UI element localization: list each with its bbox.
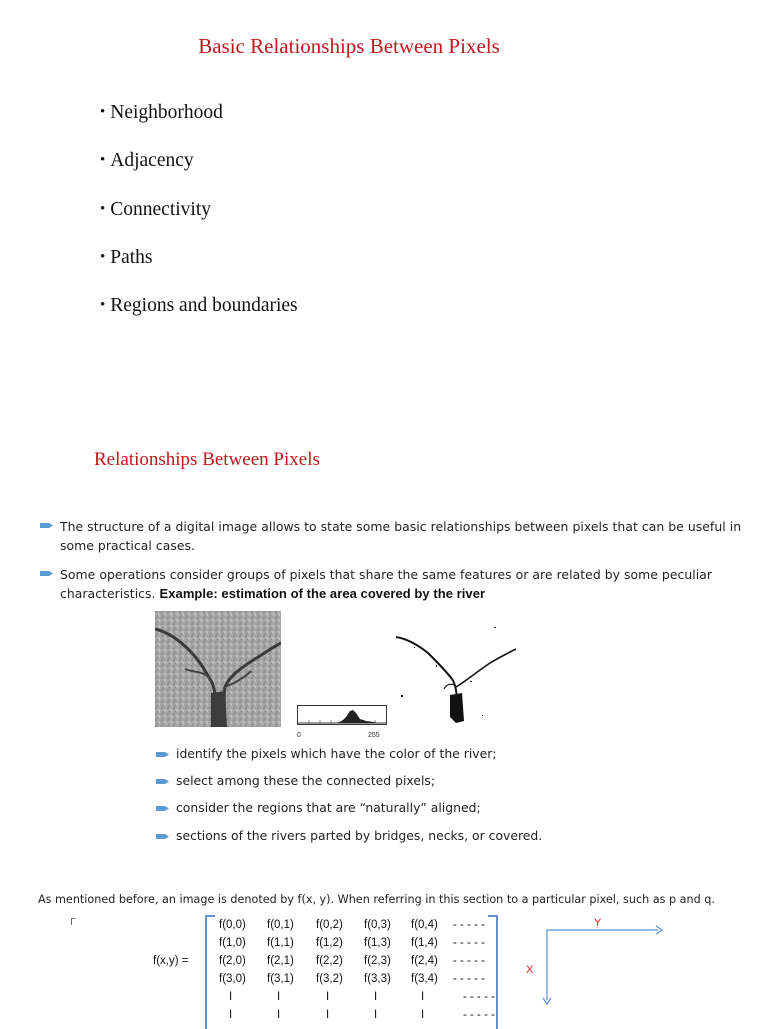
axis-y-label: Y (594, 917, 602, 929)
matrix-cell: f(2,4) (411, 955, 438, 967)
list-item (100, 199, 298, 247)
corner-mark: Γ (70, 917, 76, 928)
matrix-cell: f(2,3) (364, 955, 391, 967)
matrix-row (219, 937, 485, 949)
binary-river-image (396, 625, 516, 729)
list-item (100, 247, 298, 295)
histogram-chart (297, 705, 387, 725)
matrix-cell: I (421, 991, 425, 1003)
histogram-min-label: 0 (297, 732, 301, 739)
list-item: consider the regions that are “naturally” aligned; (176, 800, 481, 815)
matrix-cell: I (326, 1009, 330, 1021)
matrix-cell: f(3,2) (316, 973, 343, 985)
matrix-cell: f(2,1) (267, 955, 294, 967)
matrix-ellipsis: - - - - - (453, 973, 485, 985)
matrix-cell: I (374, 1009, 378, 1021)
list-item: sections of the rivers parted by bridges, necks, or covered. (176, 828, 543, 843)
example-label: Example: estimation of the area covered by the river (159, 586, 486, 601)
list-item: select among these the connected pixels; (176, 773, 436, 788)
list-item (100, 295, 298, 343)
matrix-cell: I (421, 1009, 425, 1021)
arrow-bullet-icon (156, 778, 170, 785)
matrix-ellipsis: - - - - - (463, 991, 495, 1003)
bullet-text: Connectivity (110, 198, 212, 220)
matrix-cell: f(1,4) (411, 937, 438, 949)
matrix-ellipsis: - - - - - (453, 955, 485, 967)
satellite-river-image (155, 611, 281, 727)
arrow-bullet-icon (156, 805, 170, 812)
histogram-max-label: 255 (368, 732, 380, 739)
matrix-cell: I (229, 991, 233, 1003)
matrix-cell: f(1,2) (316, 937, 343, 949)
arrow-bullet-icon (40, 522, 54, 529)
arrow-bullet-icon (156, 833, 170, 840)
arrow-bullet-icon (156, 751, 170, 758)
matrix-cell: f(3,0) (219, 973, 246, 985)
bullet-icon: • (100, 152, 106, 169)
list-item (100, 102, 298, 150)
matrix-cell: f(0,3) (364, 919, 391, 931)
bullet-icon: • (100, 104, 106, 120)
arrow-bullet-icon (40, 570, 54, 577)
matrix-cell: f(2,2) (316, 955, 343, 967)
matrix-cell: f(2,0) (219, 955, 246, 967)
coordinate-axes-icon (540, 922, 666, 1006)
matrix-cell: I (326, 991, 330, 1003)
matrix-cell: I (374, 991, 378, 1003)
matrix-ellipsis: - - - - - (453, 919, 485, 931)
bullet-text: Adjacency (110, 150, 194, 172)
function-lhs: f(x,y) = (153, 955, 189, 967)
matrix-ellipsis: - - - - - (453, 937, 485, 949)
matrix-cell: f(1,1) (267, 937, 294, 949)
matrix-row (219, 919, 485, 931)
matrix-row (229, 1009, 495, 1021)
matrix-left-bracket (205, 915, 215, 1029)
bullet-icon: • (100, 297, 106, 314)
bullet-icon: • (100, 200, 106, 217)
matrix-cell: f(3,4) (411, 973, 438, 985)
matrix-cell: f(0,4) (411, 919, 438, 931)
paragraph-structure: The structure of a digital image allows to state some basic relationships between pixels that can be useful in some practical cases. (60, 519, 742, 553)
bullet-text: Regions and boundaries (110, 295, 298, 317)
slide2-title: Relationships Between Pixels (94, 449, 320, 470)
matrix-row (219, 973, 485, 985)
list-item: identify the pixels which have the color of the river; (176, 746, 497, 761)
matrix-cell: f(0,1) (267, 919, 294, 931)
slide1-bullet-list (100, 102, 298, 343)
matrix-ellipsis: - - - - - (463, 1009, 495, 1021)
list-item (100, 150, 298, 198)
matrix-cell: I (277, 1009, 281, 1021)
axis-x-label: X (526, 964, 534, 976)
matrix-cell: f(1,3) (364, 937, 391, 949)
matrix-row (229, 991, 495, 1003)
matrix-row (219, 955, 485, 967)
intro-paragraph: As mentioned before, an image is denoted by f(x, y). When referring in this section to a particular pixel, such as p and q. (38, 893, 715, 906)
bullet-text: Neighborhood (110, 102, 223, 123)
matrix-cell: f(3,1) (267, 973, 294, 985)
matrix-cell: f(1,0) (219, 937, 246, 949)
matrix-cell: I (229, 1009, 233, 1021)
bullet-text: Paths (110, 246, 153, 268)
matrix-cell: f(3,3) (364, 973, 391, 985)
paragraph-text: Some operations consider groups of pixels that share the same features or are related by some peculiar characteristics. (60, 567, 713, 601)
matrix-cell: f(0,2) (316, 919, 343, 931)
matrix-cell: I (277, 991, 281, 1003)
paragraph-operations (60, 565, 765, 603)
bullet-icon: • (100, 248, 106, 265)
slide1-title: Basic Relationships Between Pixels (198, 34, 500, 58)
matrix-cell: f(0,0) (219, 919, 246, 931)
